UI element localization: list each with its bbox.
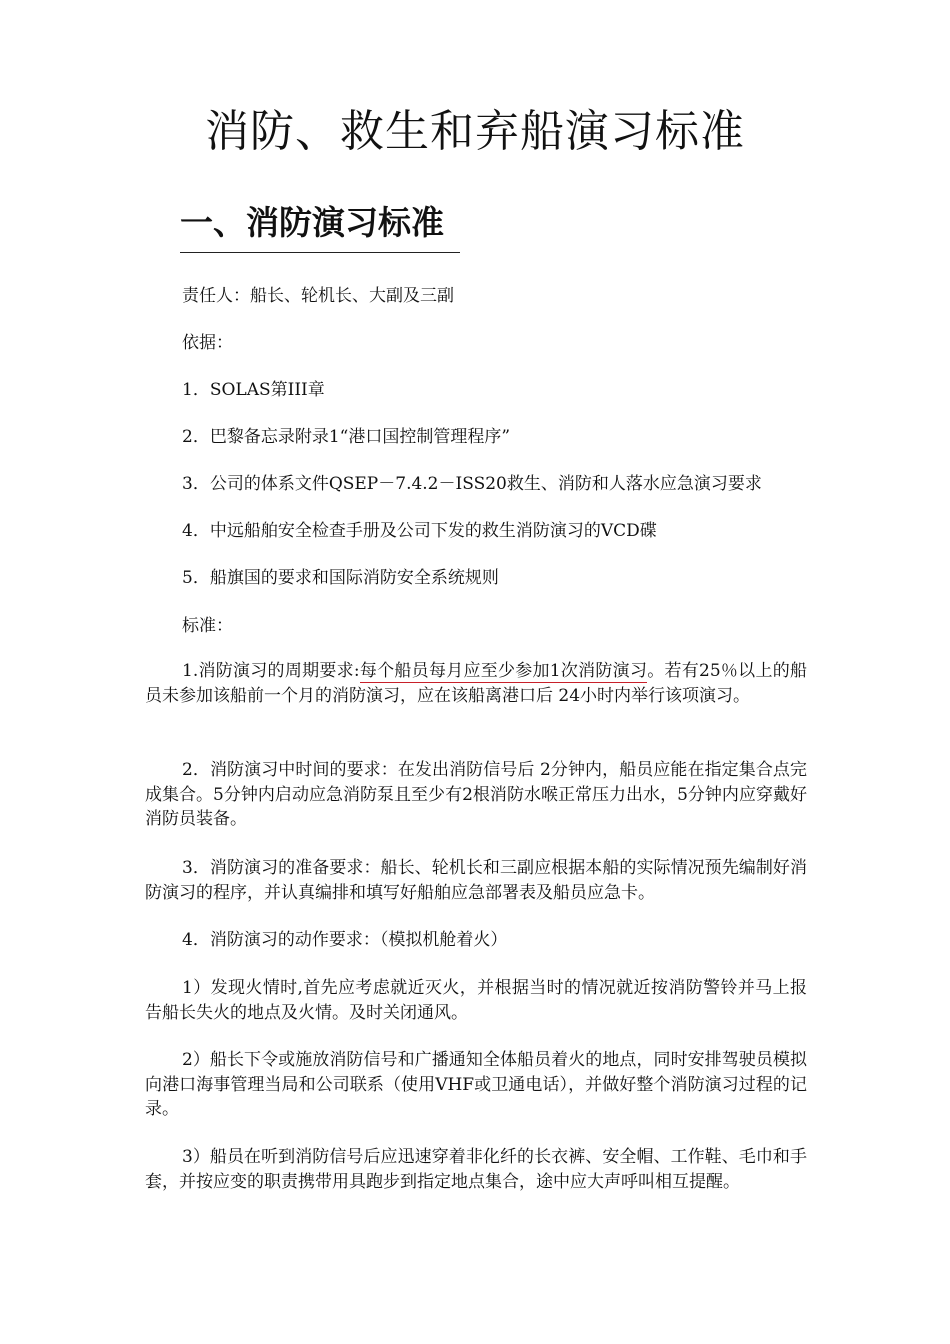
basis-item: 2．巴黎备忘录附录1“港口国控制管理程序” [182, 427, 511, 447]
paragraph-7 [145, 1145, 807, 1194]
paragraph-6 [145, 1048, 807, 1122]
p1-rest: 。若有25％以上的船员未参加该船前一个月的消防演习，应在该船离港口后 24小时内举行该项演习。 [145, 661, 807, 706]
paragraph-3 [145, 856, 807, 905]
p1-underlined: 每个船员每月应至少参加1次消防演习 [359, 661, 648, 681]
p6-text: 2）船长下令或施放消防信号和广播通知全体船员着火的地点，同时安排驾驶员模拟向港口海事管理当局和公司联系（使用VHF或卫通电话），并做好整个消防演习过程的记录。 [145, 1050, 807, 1119]
p3-text: 3．消防演习的准备要求：船长、轮机长和三副应根据本船的实际情况预先编制好消防演习的程序，并认真编排和填写好船舶应急部署表及船员应急卡。 [145, 858, 807, 903]
standard-label: 标准： [182, 616, 233, 636]
p5-text: 1）发现火情时,首先应考虑就近灭火，并根据当时的情况就近按消防警铃并马上报告船长失火的地点及火情。及时关闭通风。 [145, 978, 807, 1023]
p1-lead: 1.消防演习的周期要求: [182, 661, 360, 681]
responsible-value: 船长、轮机长、大副及三副 [250, 286, 454, 306]
document-title: 消防、救生和弃船演习标准 [205, 106, 745, 157]
basis-item: 4．中远船舶安全检查手册及公司下发的救生消防演习的VCD碟 [182, 521, 657, 541]
basis-label: 依据： [182, 333, 233, 353]
basis-item: 1．SOLAS第III章 [182, 380, 325, 400]
p7-text: 3）船员在听到消防信号后应迅速穿着非化纤的长衣裤、安全帽、工作鞋、毛巾和手套，并按应变的职责携带用具跑步到指定地点集合，途中应大声呼叫相互提醒。 [145, 1147, 807, 1192]
paragraph-5 [145, 976, 807, 1025]
responsible-label: 责任人： [182, 286, 250, 306]
paragraph-4 [145, 928, 807, 953]
p4-text: 4．消防演习的动作要求：（模拟机舱着火） [182, 930, 508, 950]
paragraph-2 [145, 758, 807, 832]
basis-item: 3．公司的体系文件QSEP－7.4.2－ISS20救生、消防和人落水应急演习要求 [182, 474, 762, 494]
basis-item: 5．船旗国的要求和国际消防安全系统规则 [182, 568, 499, 588]
responsible-line [182, 284, 454, 308]
paragraph-1 [145, 659, 807, 708]
p2-text: 2．消防演习中时间的要求：在发出消防信号后 2分钟内，船员应能在指定集合点完成集合。5分钟内启动应急消防泵且至少有2根消防水喉正常压力出水，5分钟内应穿戴好消防员装备。 [145, 760, 807, 829]
section-heading: 一、消防演习标准 [180, 200, 460, 253]
